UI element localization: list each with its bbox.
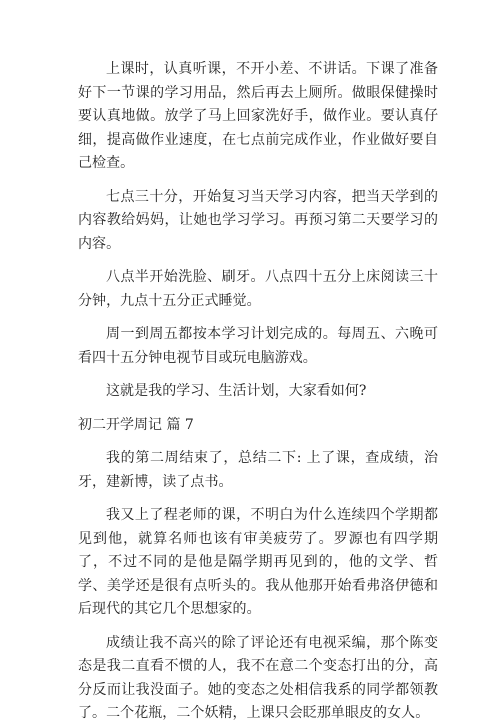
paragraph-teacher: 我又上了程老师的课，不明白为什么连续四个学期都见到他，就算名师也该有审美疲劳了。罗源也有四学期了，不过不同的是他是隔学期再见到的，他的文学、哲学、美学还是很有点听头的。我从他那开始看弗洛伊德和后现代的其它几个思想家的。 — [78, 507, 438, 617]
paragraph-week-summary: 我的第二周结束了，总结二下: 上了课，查成绩，治牙，建新博，读了点书。 — [78, 450, 438, 490]
section-heading: 初二开学周记 篇 7 — [78, 416, 194, 433]
paragraph-grades: 成绩让我不高兴的除了评论还有电视采编，那个陈变态是我二直看不惯的人，我不在意二个变态打出的分，高分反而让我没面子。她的变态之处相信我系的同学都领教了。二个花瓶，二个妖精，上课只会眨那单眼皮的女人。 — [78, 634, 438, 721]
paragraph-class-rules: 上课时，认真听课，不开小差、不讲话。下课了准备好下一节课的学习用品，然后再去上厕所。做眼保健操时要认真地做。放学了马上回家洗好手，做作业。要认真仔细，提高做作业速度，在七点前完成作业，作业做好要自己检查。 — [78, 61, 438, 171]
paragraph-weekly-plan: 周一到周五都按本学习计划完成的。每周五、六晚可看四十五分钟电视节目或玩电脑游戏。 — [78, 326, 438, 366]
paragraph-bedtime: 八点半开始洗脸、刷牙。八点四十五分上床阅读三十分钟，九点十五分正式睡觉。 — [78, 269, 438, 309]
document-page — [78, 58, 438, 726]
paragraph-closing-question: 这就是我的学习、生活计划，大家看如何? — [106, 383, 367, 399]
paragraph-review-schedule: 七点三十分，开始复习当天学习内容，把当天学到的内容教给妈妈，让她也学习学习。再预习第二天要学习的内容。 — [78, 188, 438, 252]
